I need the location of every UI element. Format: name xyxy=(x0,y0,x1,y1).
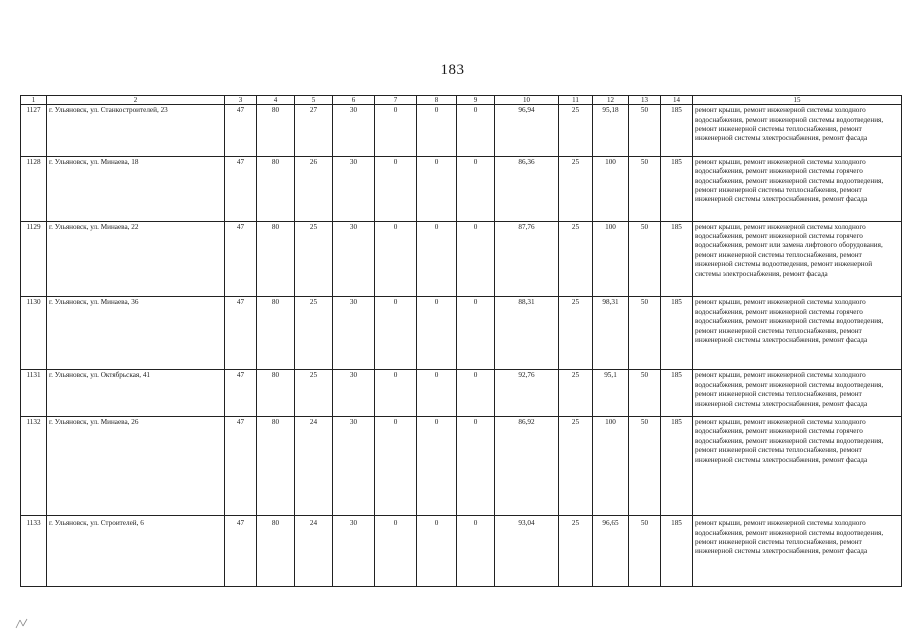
value-cell: 185 xyxy=(661,156,693,221)
value-cell: 0 xyxy=(417,416,457,515)
value-cell: 86,92 xyxy=(495,416,559,515)
scan-artifact-stroke xyxy=(16,619,27,628)
column-number-row xyxy=(21,96,902,105)
address-cell: г. Ульяновск, ул. Строителей, 6 xyxy=(47,516,225,587)
value-cell: 47 xyxy=(225,370,257,417)
value-cell: 0 xyxy=(375,105,417,157)
value-cell: 24 xyxy=(295,416,333,515)
column-number: 6 xyxy=(333,96,375,105)
value-cell: 93,04 xyxy=(495,516,559,587)
value-cell: 25 xyxy=(295,297,333,370)
value-cell: 0 xyxy=(417,156,457,221)
value-cell: 100 xyxy=(593,416,629,515)
address-cell: г. Ульяновск, ул. Минаева, 22 xyxy=(47,221,225,297)
value-cell: 25 xyxy=(559,370,593,417)
row-number: 1127 xyxy=(21,105,47,157)
value-cell: 185 xyxy=(661,370,693,417)
value-cell: 26 xyxy=(295,156,333,221)
value-cell: 0 xyxy=(417,105,457,157)
value-cell: 185 xyxy=(661,221,693,297)
column-number: 2 xyxy=(47,96,225,105)
value-cell: 50 xyxy=(629,416,661,515)
column-number: 8 xyxy=(417,96,457,105)
value-cell: 95,1 xyxy=(593,370,629,417)
value-cell: 25 xyxy=(559,156,593,221)
value-cell: 0 xyxy=(375,516,417,587)
value-cell: 50 xyxy=(629,221,661,297)
column-number: 1 xyxy=(21,96,47,105)
value-cell: 80 xyxy=(257,516,295,587)
value-cell: 98,31 xyxy=(593,297,629,370)
value-cell: 0 xyxy=(375,221,417,297)
column-number: 15 xyxy=(693,96,902,105)
row-number: 1129 xyxy=(21,221,47,297)
value-cell: 185 xyxy=(661,105,693,157)
value-cell: 30 xyxy=(333,105,375,157)
works-cell: ремонт крыши, ремонт инженерной системы холодного водоснабжения, ремонт инженерной системы горячего водоснабжения, ремонт инженерной системы водоотведения, ремонт инженерной системы теплоснабжения, ремонт инженерной системы электроснабжения, ремонт фасада xyxy=(693,416,902,515)
table-row xyxy=(21,156,902,221)
value-cell: 80 xyxy=(257,221,295,297)
value-cell: 100 xyxy=(593,156,629,221)
value-cell: 0 xyxy=(457,516,495,587)
value-cell: 86,36 xyxy=(495,156,559,221)
value-cell: 24 xyxy=(295,516,333,587)
value-cell: 25 xyxy=(559,516,593,587)
value-cell: 185 xyxy=(661,516,693,587)
column-number: 12 xyxy=(593,96,629,105)
value-cell: 185 xyxy=(661,416,693,515)
value-cell: 80 xyxy=(257,297,295,370)
value-cell: 25 xyxy=(295,370,333,417)
value-cell: 0 xyxy=(457,156,495,221)
address-cell: г. Ульяновск, ул. Минаева, 18 xyxy=(47,156,225,221)
value-cell: 0 xyxy=(457,416,495,515)
value-cell: 50 xyxy=(629,156,661,221)
value-cell: 87,76 xyxy=(495,221,559,297)
works-cell: ремонт крыши, ремонт инженерной системы холодного водоснабжения, ремонт инженерной системы водоотведения, ремонт инженерной системы теплоснабжения, ремонт инженерной системы электроснабжения, ремонт фасада xyxy=(693,516,902,587)
row-number: 1130 xyxy=(21,297,47,370)
value-cell: 30 xyxy=(333,297,375,370)
page-number: 183 xyxy=(440,62,465,78)
value-cell: 0 xyxy=(375,370,417,417)
value-cell: 96,65 xyxy=(593,516,629,587)
table-row xyxy=(21,516,902,587)
value-cell: 0 xyxy=(375,297,417,370)
value-cell: 50 xyxy=(629,370,661,417)
value-cell: 88,31 xyxy=(495,297,559,370)
value-cell: 30 xyxy=(333,156,375,221)
value-cell: 0 xyxy=(457,370,495,417)
value-cell: 25 xyxy=(559,221,593,297)
value-cell: 27 xyxy=(295,105,333,157)
value-cell: 47 xyxy=(225,156,257,221)
value-cell: 0 xyxy=(417,516,457,587)
value-cell: 50 xyxy=(629,516,661,587)
value-cell: 47 xyxy=(225,416,257,515)
value-cell: 185 xyxy=(661,297,693,370)
value-cell: 92,76 xyxy=(495,370,559,417)
column-number: 14 xyxy=(661,96,693,105)
works-cell: ремонт крыши, ремонт инженерной системы холодного водоснабжения, ремонт инженерной системы водоотведения, ремонт инженерной системы теплоснабжения, ремонт инженерной системы электроснабжения, ремонт фасада xyxy=(693,370,902,417)
column-number: 7 xyxy=(375,96,417,105)
value-cell: 0 xyxy=(457,221,495,297)
table-row xyxy=(21,297,902,370)
table-row xyxy=(21,370,902,417)
row-number: 1133 xyxy=(21,516,47,587)
row-number: 1128 xyxy=(21,156,47,221)
value-cell: 80 xyxy=(257,370,295,417)
value-cell: 47 xyxy=(225,516,257,587)
table-row xyxy=(21,221,902,297)
column-number: 5 xyxy=(295,96,333,105)
value-cell: 50 xyxy=(629,105,661,157)
column-number: 13 xyxy=(629,96,661,105)
value-cell: 47 xyxy=(225,221,257,297)
address-cell: г. Ульяновск, ул. Минаева, 36 xyxy=(47,297,225,370)
value-cell: 0 xyxy=(417,297,457,370)
works-cell: ремонт крыши, ремонт инженерной системы холодного водоснабжения, ремонт инженерной системы горячего водоснабжения, ремонт или замена лифтового оборудования, ремонт инженерной системы теплоснабжения, ремонт инженерной системы водоотведения, ремонт инженерной системы электроснабжения, ремонт фасада xyxy=(693,221,902,297)
row-number: 1131 xyxy=(21,370,47,417)
value-cell: 80 xyxy=(257,156,295,221)
value-cell: 47 xyxy=(225,297,257,370)
value-cell: 25 xyxy=(559,297,593,370)
address-cell: г. Ульяновск, ул. Минаева, 26 xyxy=(47,416,225,515)
value-cell: 0 xyxy=(375,416,417,515)
value-cell: 25 xyxy=(295,221,333,297)
value-cell: 80 xyxy=(257,105,295,157)
table-row xyxy=(21,416,902,515)
value-cell: 47 xyxy=(225,105,257,157)
value-cell: 0 xyxy=(375,156,417,221)
table-row xyxy=(21,105,902,157)
value-cell: 30 xyxy=(333,416,375,515)
value-cell: 0 xyxy=(457,105,495,157)
column-number: 3 xyxy=(225,96,257,105)
column-number: 4 xyxy=(257,96,295,105)
value-cell: 50 xyxy=(629,297,661,370)
value-cell: 0 xyxy=(417,221,457,297)
value-cell: 30 xyxy=(333,370,375,417)
scan-artifact-mark xyxy=(14,616,30,630)
row-number: 1132 xyxy=(21,416,47,515)
value-cell: 30 xyxy=(333,221,375,297)
value-cell: 25 xyxy=(559,416,593,515)
value-cell: 0 xyxy=(457,297,495,370)
column-number: 10 xyxy=(495,96,559,105)
value-cell: 0 xyxy=(417,370,457,417)
value-cell: 100 xyxy=(593,221,629,297)
value-cell: 25 xyxy=(559,105,593,157)
works-cell: ремонт крыши, ремонт инженерной системы холодного водоснабжения, ремонт инженерной системы водоотведения, ремонт инженерной системы теплоснабжения, ремонт инженерной системы электроснабжения, ремонт фасада xyxy=(693,105,902,157)
value-cell: 30 xyxy=(333,516,375,587)
works-cell: ремонт крыши, ремонт инженерной системы холодного водоснабжения, ремонт инженерной системы горячего водоснабжения, ремонт инженерной системы водоотведения, ремонт инженерной системы теплоснабжения, ремонт инженерной системы электроснабжения, ремонт фасада xyxy=(693,297,902,370)
column-number: 11 xyxy=(559,96,593,105)
works-cell: ремонт крыши, ремонт инженерной системы холодного водоснабжения, ремонт инженерной системы горячего водоснабжения, ремонт инженерной системы водоотведения, ремонт инженерной системы теплоснабжения, ремонт инженерной системы электроснабжения, ремонт фасада xyxy=(693,156,902,221)
address-cell: г. Ульяновск, ул. Станкостроителей, 23 xyxy=(47,105,225,157)
value-cell: 95,18 xyxy=(593,105,629,157)
repair-registry-table xyxy=(20,95,902,587)
value-cell: 80 xyxy=(257,416,295,515)
value-cell: 96,94 xyxy=(495,105,559,157)
address-cell: г. Ульяновск, ул. Октябрьская, 41 xyxy=(47,370,225,417)
column-number: 9 xyxy=(457,96,495,105)
